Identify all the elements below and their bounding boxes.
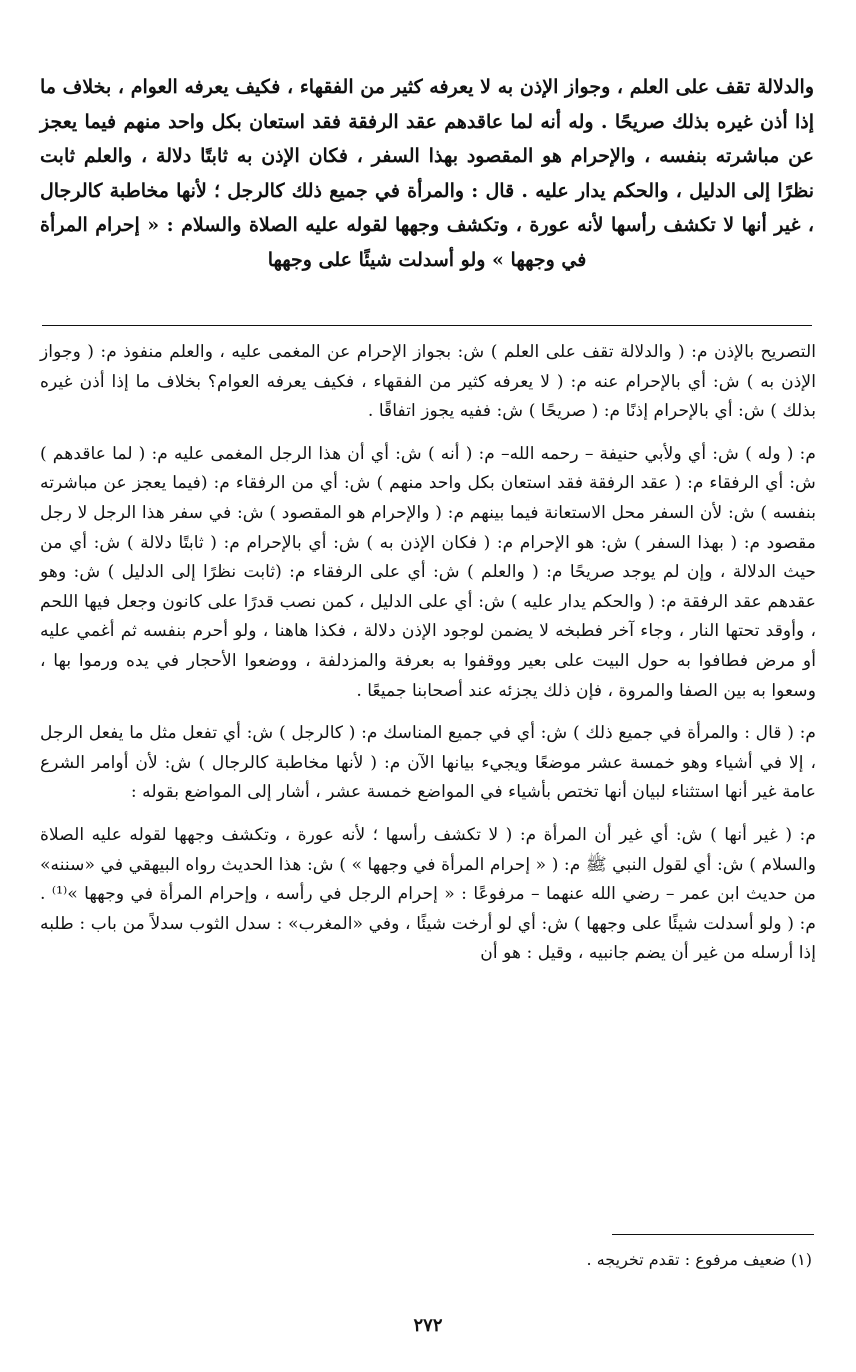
page-number: ٢٧٢ <box>413 1315 443 1336</box>
commentary-paragraph: التصريح بالإذن م: ( والدلالة تقف على العلم ) ش: بجواز الإحرام عن المغمى عليه ، والعلم منفوذ م: ( وجواز الإذن به ) ش: أي بالإحرام عنه م: ( لا يعرفه كثير من الفقهاء ، فكيف يعرفه العوام؟ بخلاف ما إذا أذن غيره بذلك ) ش: أي بالإحرام إذنًا م: ( صريحًا ) ش: ففيه يجوز اتفاقًا . <box>40 342 816 422</box>
commentary-paragraph: م: ( وله ) ش: أي ولأبي حنيفة – رحمه الله– م: ( أنه ) ش: أي أن هذا الرجل المغمى عليه م: ( لما عاقدهم ) ش: أي الرفقاء م: ( عقد الرفقة فقد استعان بكل واحد منهم ) ش: أي من الرفقاء م: (فيما يعجز عن مباشرته بنفسه ) ش: لأن السفر محل الاستعانة فيما بينهم م: ( والإحرام هو المقصود ) ش: في سفر هذا الرجل لا رجل مقصود م: ( بهذا السفر ) ش: هو الإحرام م: ( فكان الإذن به ) ش: أي بالإحرام م: ( ثابتًا دلالة ) ش: أي من حيث الدلالة ، وإن لم يوجد صريحًا م: ( والعلم ) ش: أي على الرفقاء م: (ثابت نظرًا إلى الدليل ) ش: وهو عقدهم عقد الرفقة م: ( والحكم يدار عليه ) ش: أي على الدليل ، كمن نصب قدرًا على كانون وجعل فيها اللحم ، وأوقد تحتها النار ، وجاء آخر فطبخه لا يضمن لوجود الإذن دلالة ، فكذا هاهنا ، ولو أحرم بنفسه ثم أغمي عليه أو مرض فطافوا به حول البيت على بعير ووقفوا به بعرفة والمزدلفة ، ووضعوا الأحجار في يده ورموا بها ، وسعوا به بين الصفا والمروة ، فإن ذلك يجزئه عند أصحابنا جميعًا . <box>40 443 816 701</box>
footnote-rule <box>612 1234 814 1235</box>
matn-text: والدلالة تقف على العلم ، وجواز الإذن به لا يعرفه كثير من الفقهاء ، فكيف يعرفه العوام ، بخلاف ما إذا أذن غيره بذلك صريحًا . وله أنه لما عاقدهم عقد الرفقة فقد استعان بكل واحد منهم فيما يعجز عن مباشرته بنفسه ، والإحرام هو المقصود بهذا السفر ، فكان الإذن به ثابتًا دلالة ، والعلم ثابت نظرًا إلى الدليل ، والحكم يدار عليه . قال : والمرأة في جميع ذلك كالرجل ؛ لأنها مخاطبة كالرجال ، غير أنها لا تكشف رأسها لأنه عورة ، وتكشف وجهها لقوله عليه الصلاة والسلام : « إحرام المرأة في وجهها » ولو أسدلت شيئًا على وجهها <box>40 76 814 271</box>
separator-rule <box>42 325 812 326</box>
footnote: (١) ضعيف مرفوع : تقدم تخريجه . <box>586 1250 812 1269</box>
commentary-paragraph: م: ( غير أنها ) ش: أي غير أن المرأة م: ( لا تكشف رأسها ؛ لأنه عورة ، وتكشف وجهها لقوله عليه الصلاة والسلام ) ش: أي لقول النبي ﷺ م: ( « إحرام المرأة في وجهها » ) ش: هذا الحديث رواه البيهقي في «سننه» من حديث ابن عمر – رضي الله عنهما – مرفوعًا : « إحرام الرجل في رأسه ، وإحرام المرأة في وجهها »⁽¹⁾ . م: ( ولو أسدلت شيئًا على وجهها ) ش: أي لو أرخت شيئًا ، وفي «المغرب» : سدل الثوب سدلاً من باب : طلبه إذا أرسله من غير أن يضم جانبيه ، وقيل : هو أن <box>40 824 817 964</box>
commentary-block <box>40 338 816 982</box>
commentary-paragraph: م: ( قال : والمرأة في جميع ذلك ) ش: أي في جميع المناسك م: ( كالرجل ) ش: أي تفعل مثل ما يفعل الرجل ، إلا في أشياء وهو خمسة عشر موضعًا ويجيء بيانها الآن م: ( لأنها مخاطبة كالرجال ) ش: لأن أوامر الشرع عامة غير أنها استثناء لبيان أنها تختص بأشياء في المواضع خمسة عشر ، أشار إلى المواضع بقوله : <box>40 723 816 803</box>
